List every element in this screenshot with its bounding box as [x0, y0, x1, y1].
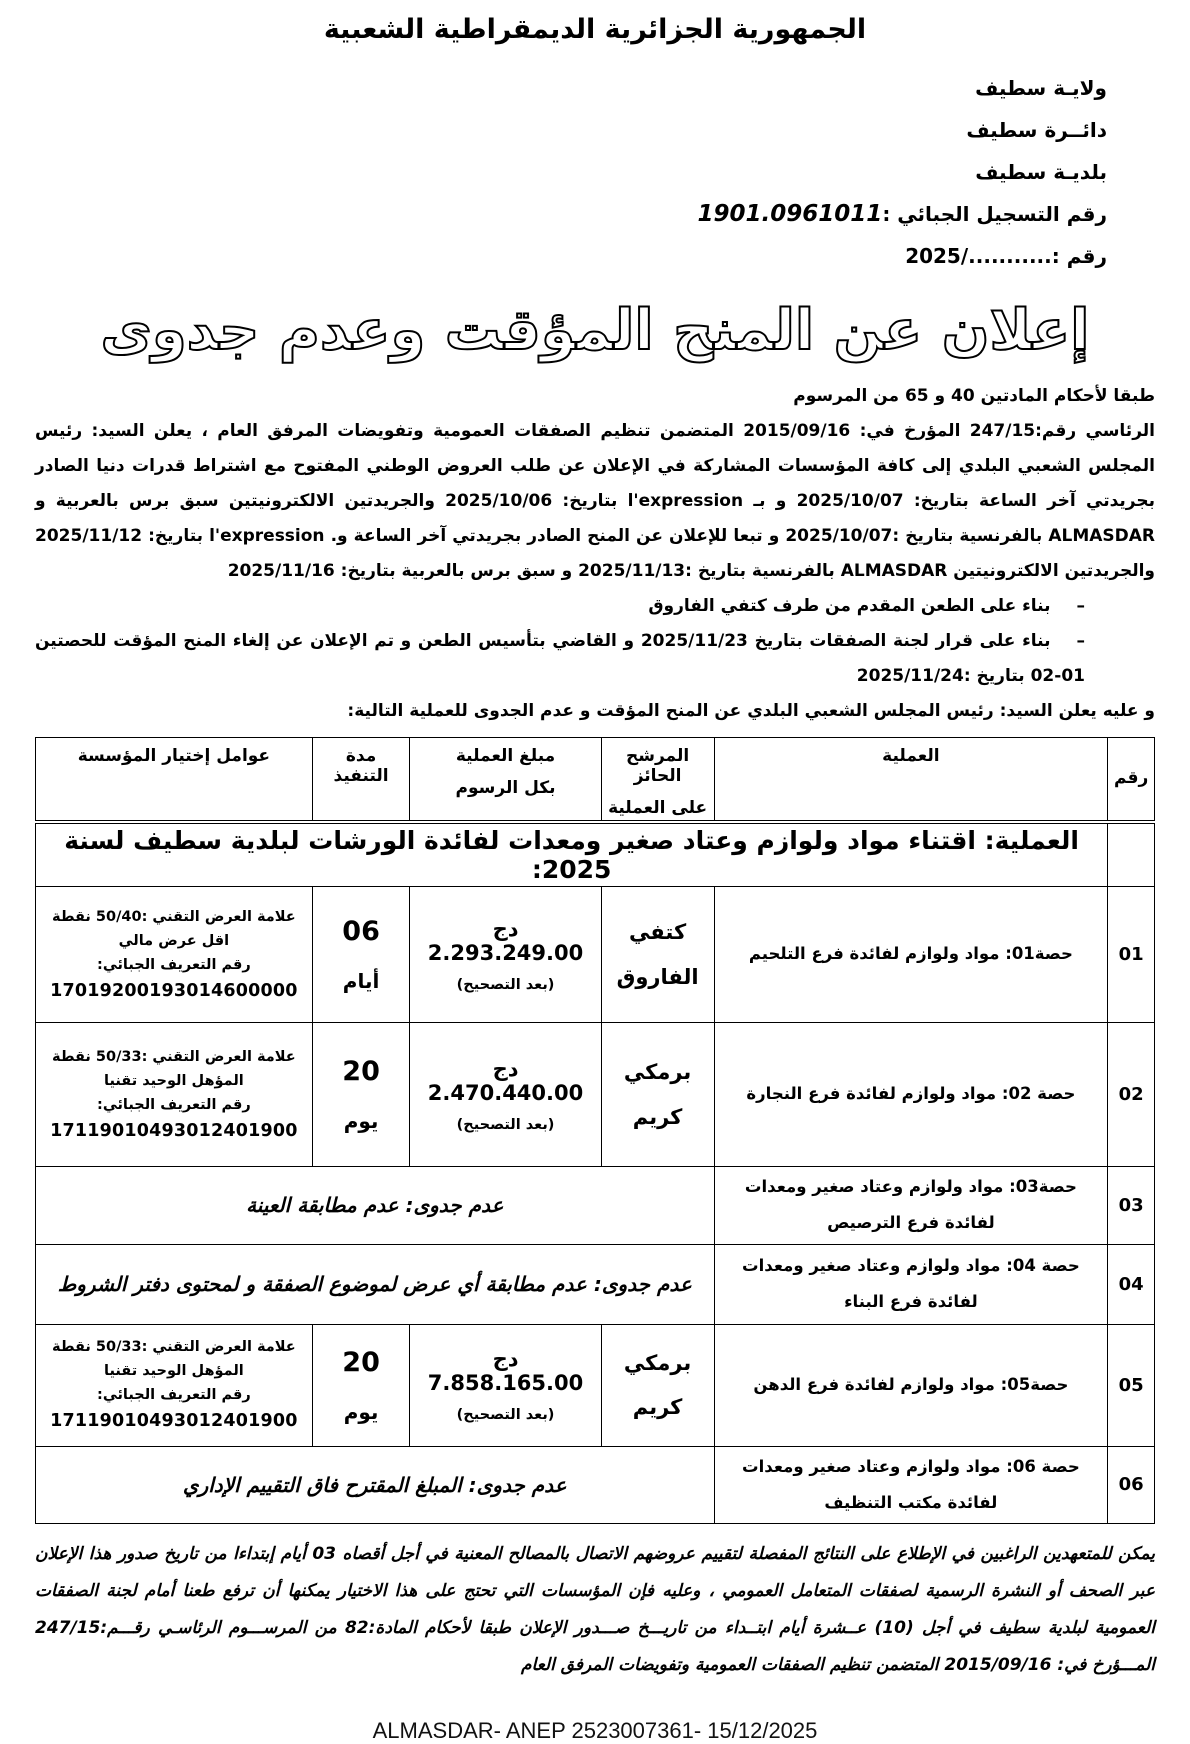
duration-value: 20 [342, 1346, 380, 1378]
intro-body: الرئاسي رقم:247/15 المؤرخ في: 2015/09/16 المتضمن تنظيم الصفقات العمومية وتفويضات المرفق العام ، يعلن السيد: رئيس المجلس الشعبي البلدي إلى كافة المؤسسات المشاركة في الإعلان عن طلب العروض الوطني المفتوح مع اشتراط قدرات دنيا الصادر بجريدتي آخر الساعة بتاريخ: 2025/10/07 و بـ l'expression بتاريخ: 2025/10/06 والجريدتين الالكترونيتين سبق برس بالعربية و ALMASDAR بالفرنسية بتاريخ :2025/10/07 و تبعا للإعلان عن المنح الصادر بجريدتي آخر الساعة و. l'expression بتاريخ: 2025/11/12 والجريدتين الالكترونيتين ALMASDAR بالفرنسية بتاريخ :2025/11/13 و سبق برس بالعربية بتاريخ: 2025/11/16 [35, 421, 1156, 581]
row1-operation: حصة01: مواد ولوازم لفائدة فرع التلحيم [714, 887, 1108, 1023]
republic-title: الجمهورية الجزائرية الديمقراطية الشعبية [323, 14, 867, 45]
factor-line: علامة العرض التقني :50/40 نقطة [52, 908, 296, 925]
intro-bullet-1 [35, 589, 1155, 624]
closing-paragraph: يمكن للمتعهدين الراغبين في الإطلاع على النتائج المفصلة لتقييم عروضهم الاتصال بالمصالح المعنية في أجل أقصاه 03 أيام إبتداءا من تاريخ صدور هذا الإعلان عبر الصحف أو النشرة الرسمية لصفقات المتعامل العمومي ، وعليه فإن المؤسسات التي تحتج على هذا الاختيار يمكنها أن ترفع طعنا أمام لجنة الصفقات العمومية لبلدية سطيف في أجل (10) عــشرة أيام ابتــداء من تاريـــخ صـــدور الإعلان طبقا لأحكام المادة:82 من المرســـوم الرئاسـي رقـــم:247/15 المـــؤرخ في: 2015/09/16 المتضمن تنظيم الصفقات العمومية وتفويضات المرفق العام [35, 1544, 1155, 1676]
amount-number: 2.470.440.00 [427, 1080, 584, 1105]
amount-number: 2.293.249.00 [427, 940, 584, 965]
amount-note: (بعد التصحيح) [456, 1116, 555, 1133]
currency-label: دج [492, 1347, 519, 1372]
org-daira: دائــرة سطيف [966, 118, 1107, 142]
row5-amount [410, 1324, 601, 1446]
header-duration: مدة التنفيذ [312, 738, 410, 823]
factor-line: اقل عرض مالي [118, 932, 230, 949]
header-winner-line2: على العملية [608, 798, 708, 818]
row3-no-award: عدم جدوى: عدم مطابقة العينة [36, 1167, 715, 1245]
row5-num: 05 [1108, 1324, 1155, 1446]
factor-line: علامة العرض التقني :50/33 نقطة [52, 1339, 296, 1356]
org-block [35, 67, 1155, 277]
dash-icon: – [1076, 596, 1085, 616]
duration-unit: يوم [343, 1399, 379, 1424]
row1-amount [410, 887, 601, 1023]
announcement-title: إعلان عن المنح المؤقت وعدم جدوى [100, 298, 1090, 363]
table-row [36, 1244, 1155, 1324]
row5-factors [36, 1324, 313, 1446]
dash-icon: – [1076, 631, 1086, 651]
row2-amount [410, 1023, 601, 1167]
row3-operation: حصة03: مواد ولوازم وعتاد صغير ومعدات لفائدة فرع الترصيص [714, 1167, 1108, 1245]
row4-num: 04 [1108, 1244, 1155, 1324]
header-factors: عوامل إختيار المؤسسة [36, 738, 313, 823]
row6-no-award: عدم جدوى: المبلغ المقترح فاق التقييم الإداري [36, 1446, 715, 1524]
factor-tax-id: 17119010493012401900 [50, 1411, 298, 1432]
header-winner [601, 738, 714, 823]
factor-line: رقم التعريف الجبائي: [97, 1096, 251, 1113]
currency-label: دج [492, 1056, 519, 1081]
table-row [36, 1324, 1155, 1446]
org-wilaya: ولايـة سطيف [975, 76, 1107, 100]
table-row [36, 1023, 1155, 1167]
row2-num: 02 [1108, 1023, 1155, 1167]
bullet2-text: بناء على قرار لجنة الصفقات بتاريخ 2025/11/23 و القاضي بتأسيس الطعن و تم الإعلان عن إلغاء المنح المؤقت للحصتين 01-02 بتاريخ :2025/11/24 [35, 631, 1085, 686]
row5-winner: برمكي كريم [601, 1324, 714, 1446]
factor-line: المؤهل الوحيد تقنيا [104, 1072, 244, 1089]
org-tax-line [35, 193, 1107, 235]
intro-line1: طبقا لأحكام المادتين 40 و 65 من المرسوم [793, 386, 1155, 406]
duration-unit: يوم [343, 1109, 379, 1133]
row2-factors [36, 1023, 313, 1167]
duration-value: 20 [342, 1056, 380, 1087]
table-row [36, 1167, 1155, 1245]
row1-winner: كتفي الفاروق [601, 887, 714, 1023]
intro-bullet-2 [35, 624, 1155, 694]
section-title: العملية: اقتناء مواد ولوازم وعتاد صغير ومعدات لفائدة الورشات لبلدية سطيف لسنة 2025: [36, 822, 1108, 887]
header-num: رقم [1108, 738, 1155, 823]
table-row [36, 887, 1155, 1023]
anep-footer: ALMASDAR- ANEP 2523007361- 15/12/2025 [372, 1718, 818, 1744]
factor-tax-id: 17119010493012401900 [50, 1120, 298, 1141]
bullet1-text: بناء على الطعن المقدم من طرف كتفي الفاروق [648, 596, 1051, 616]
amount-value [414, 1347, 596, 1395]
table-row [36, 1446, 1155, 1524]
factor-line: المؤهل الوحيد تقنيا [104, 1363, 244, 1380]
row3-num: 03 [1108, 1167, 1155, 1245]
row4-operation: حصة 04: مواد ولوازم وعتاد صغير ومعدات لفائدة فرع البناء [714, 1244, 1108, 1324]
tax-label: رقم التسجيل الجبائي : [882, 202, 1107, 226]
factor-tax-id: 17019200193014600000 [50, 980, 298, 1001]
row1-num: 01 [1108, 887, 1155, 1023]
header-winner-line1: المرشح الحائز [626, 746, 690, 786]
row5-operation: حصة05: مواد ولوازم لفائدة فرع الدهن [714, 1324, 1108, 1446]
factor-line: علامة العرض التقني :50/33 نقطة [52, 1048, 296, 1065]
section-empty-num-cell [1108, 822, 1155, 887]
header-operation: العملية [714, 738, 1108, 823]
table-header-row [36, 738, 1155, 823]
intro-section [35, 379, 1155, 729]
row6-num: 06 [1108, 1446, 1155, 1524]
row2-operation: حصة 02: مواد ولوازم لفائدة فرع النجارة [714, 1023, 1108, 1167]
duration-value: 06 [342, 916, 380, 947]
factor-line: رقم التعريف الجبائي: [97, 1387, 251, 1404]
org-commune: بلديـة سطيف [975, 160, 1107, 184]
doc-number: رقم :.........../2025 [905, 244, 1107, 268]
intro-final: و عليه يعلن السيد: رئيس المجلس الشعبي البلدي عن المنح المؤقت و عدم الجدوى للعملية التالية: [347, 701, 1155, 721]
row6-operation: حصة 06: مواد ولوازم وعتاد صغير ومعدات لفائدة مكتب التنظيف [714, 1446, 1108, 1524]
amount-value [414, 1057, 596, 1105]
row4-no-award: عدم جدوى: عدم مطابقة أي عرض لموضوع الصفقة و لمحتوى دفتر الشروط [36, 1244, 715, 1324]
amount-note: (بعد التصحيح) [456, 1407, 555, 1424]
amount-number: 7.858.165.00 [427, 1371, 584, 1396]
amount-note: (بعد التصحيح) [456, 976, 555, 993]
tax-number: 1901.0961011 [697, 201, 883, 227]
currency-label: دج [492, 916, 519, 941]
row2-winner: برمكي كريم [601, 1023, 714, 1167]
header-amount-line1: مبلغ العملية [455, 746, 556, 766]
row1-factors [36, 887, 313, 1023]
factor-line: رقم التعريف الجبائي: [97, 956, 251, 973]
row2-duration [312, 1023, 410, 1167]
row1-duration [312, 887, 410, 1023]
award-results-table [35, 737, 1155, 1524]
row5-duration [312, 1324, 410, 1446]
amount-value [414, 917, 596, 965]
header-amount [410, 738, 601, 823]
header-amount-line2: بكل الرسوم [455, 778, 556, 798]
section-row [36, 822, 1155, 887]
duration-unit: أيام [342, 969, 380, 993]
